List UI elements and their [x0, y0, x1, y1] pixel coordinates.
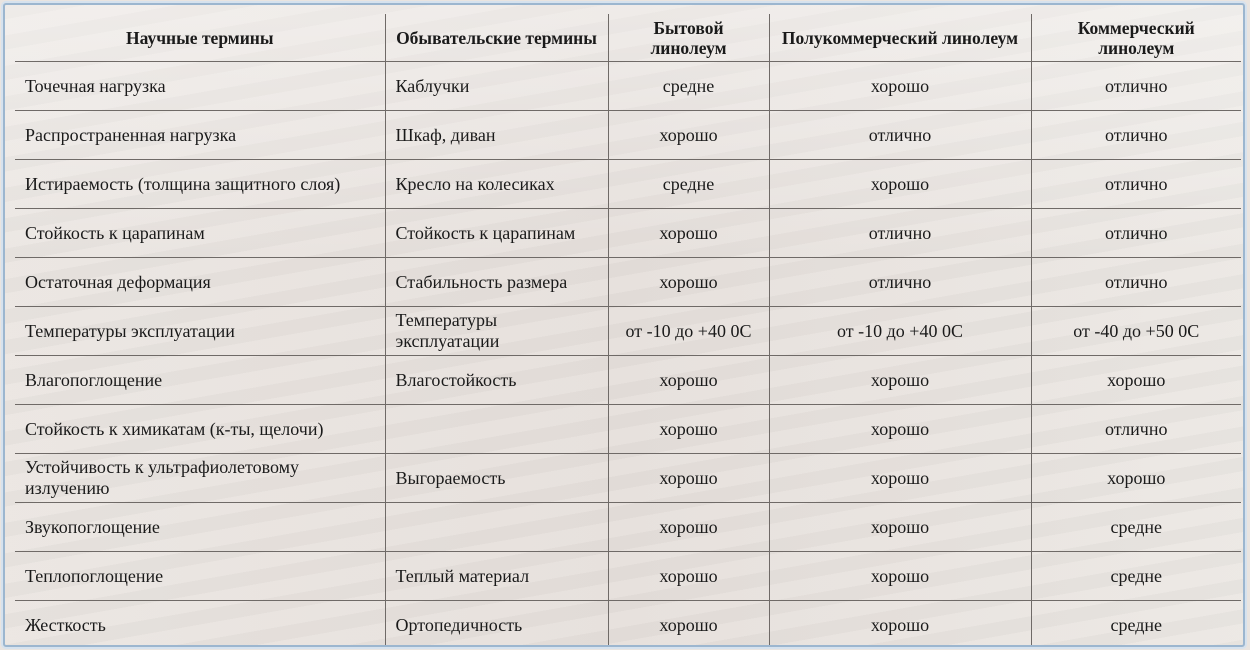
- table-row: [15, 552, 1241, 601]
- cell-household-rating: хорошо: [608, 601, 769, 648]
- cell-scientific-term: Влагопоглощение: [15, 356, 385, 405]
- cell-scientific-term: Теплопоглощение: [15, 552, 385, 601]
- cell-household-rating: хорошо: [608, 111, 769, 160]
- linoleum-comparison-table: [15, 14, 1241, 647]
- header-commercial-linoleum: Коммерческий линолеум: [1031, 14, 1241, 62]
- cell-household-rating: хорошо: [608, 454, 769, 503]
- cell-common-term: Температуры эксплуатации: [385, 307, 608, 356]
- table-row: [15, 356, 1241, 405]
- cell-household-rating: хорошо: [608, 503, 769, 552]
- cell-semicommercial-rating: хорошо: [769, 601, 1031, 648]
- cell-scientific-term: Жесткость: [25, 614, 106, 635]
- cell-scientific-term: Стойкость к химикатам (к-ты, щелочи): [15, 405, 385, 454]
- cell-scientific-term: Температуры эксплуатации: [15, 307, 385, 356]
- cell-household-rating: хорошо: [608, 405, 769, 454]
- cell-commercial-rating: от -40 до +50 0С: [1031, 307, 1241, 356]
- cell-household-rating: хорошо: [608, 209, 769, 258]
- header-row: [15, 14, 1241, 62]
- cell-commercial-rating: отлично: [1031, 209, 1241, 258]
- cell-semicommercial-rating: отлично: [769, 258, 1031, 307]
- cell-scientific-term: Истираемость (толщина защитного слоя): [15, 160, 385, 209]
- cell-semicommercial-rating: отлично: [769, 209, 1031, 258]
- table-row: [15, 405, 1241, 454]
- cell-common-term: Стабильность размера: [385, 258, 608, 307]
- cell-semicommercial-rating: хорошо: [769, 503, 1031, 552]
- table-row: [15, 307, 1241, 356]
- table-row: [15, 209, 1241, 258]
- cell-semicommercial-rating: хорошо: [769, 552, 1031, 601]
- header-scientific-terms: Научные термины: [15, 14, 385, 62]
- cell-common-term: Стойкость к царапинам: [385, 209, 608, 258]
- cell-common-term: Шкаф, диван: [385, 111, 608, 160]
- cell-common-term: Ортопедичность: [385, 601, 608, 648]
- table-row: [15, 258, 1241, 307]
- table-row: [15, 62, 1241, 111]
- cell-household-rating: средне: [608, 160, 769, 209]
- cell-scientific-term: Устойчивость к ультрафиолетовому излучению: [15, 454, 385, 503]
- cell-semicommercial-rating: хорошо: [769, 160, 1031, 209]
- cell-common-term: [385, 503, 608, 552]
- cell-commercial-rating: хорошо: [1031, 454, 1241, 503]
- cell-commercial-rating: средне: [1031, 552, 1241, 601]
- cell-commercial-rating: отлично: [1031, 405, 1241, 454]
- cell-semicommercial-rating: хорошо: [769, 454, 1031, 503]
- cell-commercial-rating: хорошо: [1031, 356, 1241, 405]
- cell-household-rating: средне: [608, 62, 769, 111]
- cell-semicommercial-rating: хорошо: [769, 405, 1031, 454]
- cell-commercial-rating: средне: [1031, 503, 1241, 552]
- header-common-terms: Обывательские термины: [385, 14, 608, 62]
- cell-scientific-term: Стойкость к царапинам: [15, 209, 385, 258]
- cell-scientific-term: Распространенная нагрузка: [15, 111, 385, 160]
- cell-commercial-rating: средне: [1031, 601, 1241, 648]
- cell-common-term: Влагостойкость: [385, 356, 608, 405]
- cell-commercial-rating: отлично: [1031, 160, 1241, 209]
- cell-household-rating: хорошо: [608, 552, 769, 601]
- cell-common-term: [385, 405, 608, 454]
- cell-commercial-rating: отлично: [1031, 258, 1241, 307]
- table-row: [15, 601, 1241, 648]
- table-row: [15, 111, 1241, 160]
- cell-commercial-rating: отлично: [1031, 62, 1241, 111]
- table-row: [15, 160, 1241, 209]
- header-semicommercial-linoleum: Полукоммерческий линолеум: [769, 14, 1031, 62]
- cell-household-rating: хорошо: [608, 356, 769, 405]
- cell-scientific-term: Остаточная деформация: [15, 258, 385, 307]
- cell-common-term: Кресло на колесиках: [385, 160, 608, 209]
- header-household-linoleum: Бытовой линолеум: [608, 14, 769, 62]
- cell-semicommercial-rating: от -10 до +40 0С: [769, 307, 1031, 356]
- table-row: [15, 503, 1241, 552]
- cell-household-rating: хорошо: [608, 258, 769, 307]
- table-row: [15, 454, 1241, 503]
- slide-frame: [3, 3, 1245, 647]
- cell-household-rating: от -10 до +40 0С: [608, 307, 769, 356]
- cell-common-term: Выгораемость: [385, 454, 608, 503]
- cell-common-term: Теплый материал: [385, 552, 608, 601]
- cell-common-term: Каблучки: [385, 62, 608, 111]
- cell-commercial-rating: отлично: [1031, 111, 1241, 160]
- cell-semicommercial-rating: отлично: [769, 111, 1031, 160]
- cell-semicommercial-rating: хорошо: [769, 356, 1031, 405]
- cell-semicommercial-rating: хорошо: [769, 62, 1031, 111]
- cell-scientific-term: Звукопоглощение: [15, 503, 385, 552]
- cell-scientific-term: Точечная нагрузка: [15, 62, 385, 111]
